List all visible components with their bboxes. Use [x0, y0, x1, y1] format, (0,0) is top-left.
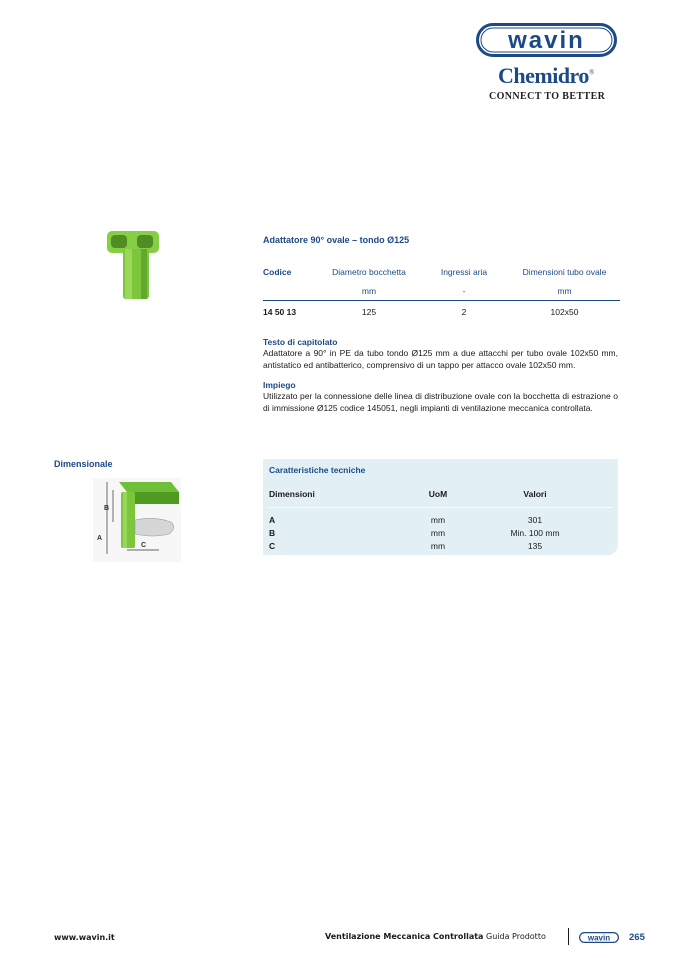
product-table-units	[263, 282, 620, 301]
tagline: CONNECT TO BETTER	[489, 91, 606, 102]
unit-diametro: mm	[361, 286, 377, 296]
specs-box	[263, 459, 618, 555]
spec-b-label: B	[269, 528, 276, 538]
footer-url[interactable]: www.wavin.it	[54, 933, 115, 942]
table-row	[269, 528, 612, 540]
footer-title	[325, 932, 546, 941]
table-row	[269, 541, 612, 553]
dimension-diagram	[93, 478, 181, 562]
col-codice: Codice	[263, 267, 292, 277]
label-c: C	[141, 542, 147, 549]
cell-diametro: 125	[361, 307, 377, 317]
label-a: A	[97, 535, 103, 542]
label-b: B	[104, 505, 110, 512]
wavin-logo-text: wavin	[508, 27, 585, 54]
spec-c-label: C	[269, 541, 276, 551]
chemidro-text: Chemidro	[498, 63, 589, 88]
spec-c-uom: mm	[430, 541, 446, 551]
product-table	[263, 262, 620, 323]
cell-codice: 14 50 13	[263, 307, 297, 317]
unit-ingressi: -	[462, 286, 466, 296]
specs-header	[269, 489, 612, 508]
registered-mark: ®	[588, 68, 594, 77]
product-title: Adattatore 90° ovale – tondo Ø125	[263, 235, 410, 245]
footer-divider	[568, 928, 569, 945]
footer-logo-text: wavin	[587, 933, 611, 943]
footer-title-rest: Guida Prodotto	[486, 932, 546, 941]
specs-col-dimensioni: Dimensioni	[269, 489, 315, 499]
col-diametro: Diametro bocchetta	[332, 267, 406, 277]
spec-c-value: 135	[527, 541, 543, 551]
table-row	[263, 301, 620, 323]
capitolato-title: Testo di capitolato	[263, 337, 338, 347]
unit-dimensioni: mm	[557, 286, 572, 296]
cell-dimensioni: 102x50	[550, 307, 579, 317]
spec-b-value: Min. 100 mm	[510, 528, 560, 538]
table-row	[269, 515, 612, 527]
specs-col-uom: UoM	[428, 489, 448, 499]
col-ingressi: Ingressi aria	[440, 267, 488, 277]
col-dimensioni: Dimensioni tubo ovale	[522, 267, 607, 277]
chemidro-logo	[498, 63, 594, 89]
specs-title: Caratteristiche tecniche	[269, 465, 366, 475]
spec-a-value: 301	[527, 515, 543, 525]
specs-col-valori: Valori	[523, 489, 547, 499]
product-image	[103, 227, 163, 302]
footer-title-bold: Ventilazione Meccanica Controllata	[325, 932, 484, 941]
footer-wavin-logo	[579, 932, 619, 943]
impiego-text: Utilizzato per la connessione delle linea di distribuzione ovale con la bocchetta di estrazione o di immissione Ø125 codice 145051, negli impianti di ventilazione meccanica controllata.	[263, 391, 618, 413]
spec-b-uom: mm	[430, 528, 446, 538]
spec-a-uom: mm	[430, 515, 446, 525]
product-table-header	[263, 262, 620, 282]
wavin-logo	[476, 23, 617, 57]
dimensionale-label: Dimensionale	[54, 459, 113, 469]
spec-a-label: A	[269, 515, 276, 525]
capitolato-text: Adattatore a 90° in PE da tubo tondo Ø125 mm a due attacchi per tubo ovale 102x50 mm, antistatico ed antibatterico, comprensivo di un tappo per attacco ovale 102x50 mm.	[263, 348, 618, 370]
cell-ingressi: 2	[461, 307, 467, 317]
page-number: 265	[629, 932, 645, 943]
impiego-title: Impiego	[263, 380, 296, 390]
